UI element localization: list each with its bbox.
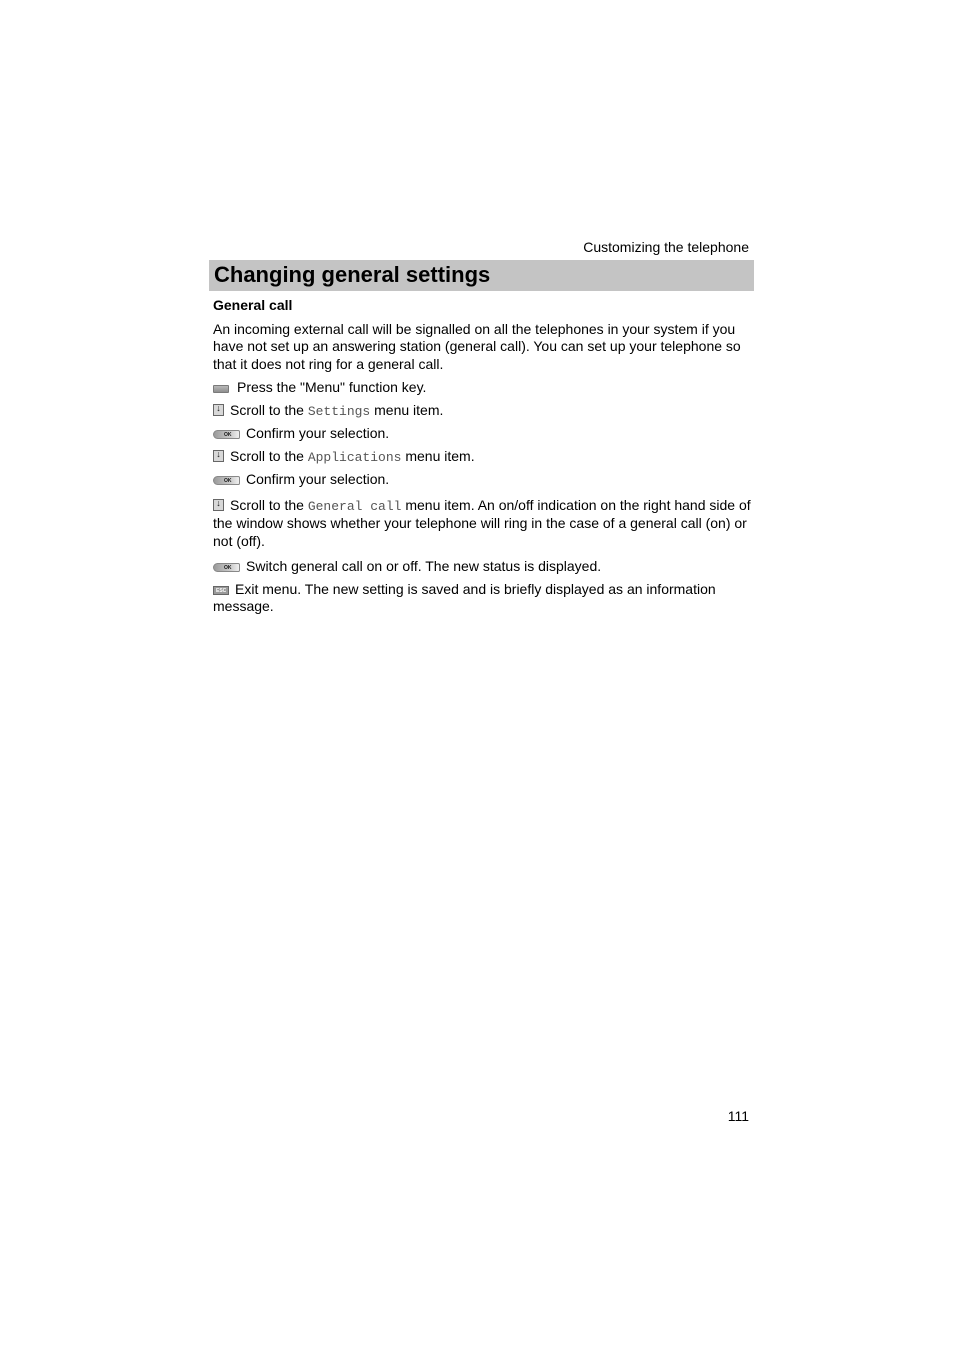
step-8 — [213, 581, 751, 616]
menu-item-code: General call — [307, 498, 402, 514]
step-5 — [213, 471, 751, 489]
step-text: Confirm your selection. — [246, 425, 390, 441]
step-7 — [213, 558, 751, 576]
step-3 — [213, 425, 751, 443]
section-title-bar — [209, 260, 754, 291]
step-text: Press the "Menu" function key. — [237, 379, 427, 395]
step-4 — [213, 448, 751, 467]
subsection-title: General call — [213, 297, 293, 313]
step-6 — [213, 497, 751, 551]
scroll-down-icon: ↓ — [213, 404, 224, 416]
page-content — [213, 297, 751, 621]
ok-key-icon: OK — [213, 563, 240, 572]
step-text: Switch general call on or off. The new status is displayed. — [246, 558, 602, 574]
ok-key-icon: OK — [213, 430, 240, 439]
step-1 — [213, 379, 751, 397]
step-text: Scroll to the — [230, 447, 308, 464]
step-text: Confirm your selection. — [246, 471, 390, 487]
esc-key-icon: ESC — [213, 586, 229, 595]
menu-key-icon — [213, 385, 229, 393]
step-text: Scroll to the — [230, 496, 308, 513]
scroll-down-icon: ↓ — [213, 499, 224, 511]
step-text: menu item. — [401, 447, 475, 464]
page-number: 111 — [727, 1108, 749, 1124]
step-text: Scroll to the — [230, 401, 308, 418]
menu-item-code: Applications — [307, 449, 402, 465]
section-title: Changing general settings — [214, 262, 491, 287]
step-text: Exit menu. The new setting is saved and is briefly displayed as an information message. — [213, 580, 716, 614]
step-2 — [213, 402, 751, 421]
ok-key-icon: OK — [213, 476, 240, 485]
menu-item-code: Settings — [307, 403, 371, 419]
intro-paragraph: An incoming external call will be signalled on all the telephones in your system if you have not set up an answering station (general call). You can set up your telephone so that it does not ring for a general call. — [213, 320, 741, 372]
step-text: menu item. An on/off indication on the right hand side of the window shows whether your telephone will ring in the case of a general call (on) or not (off). — [213, 496, 751, 549]
scroll-down-icon: ↓ — [213, 450, 224, 462]
step-text: menu item. — [370, 401, 444, 418]
running-head: Customizing the telephone — [583, 239, 749, 255]
